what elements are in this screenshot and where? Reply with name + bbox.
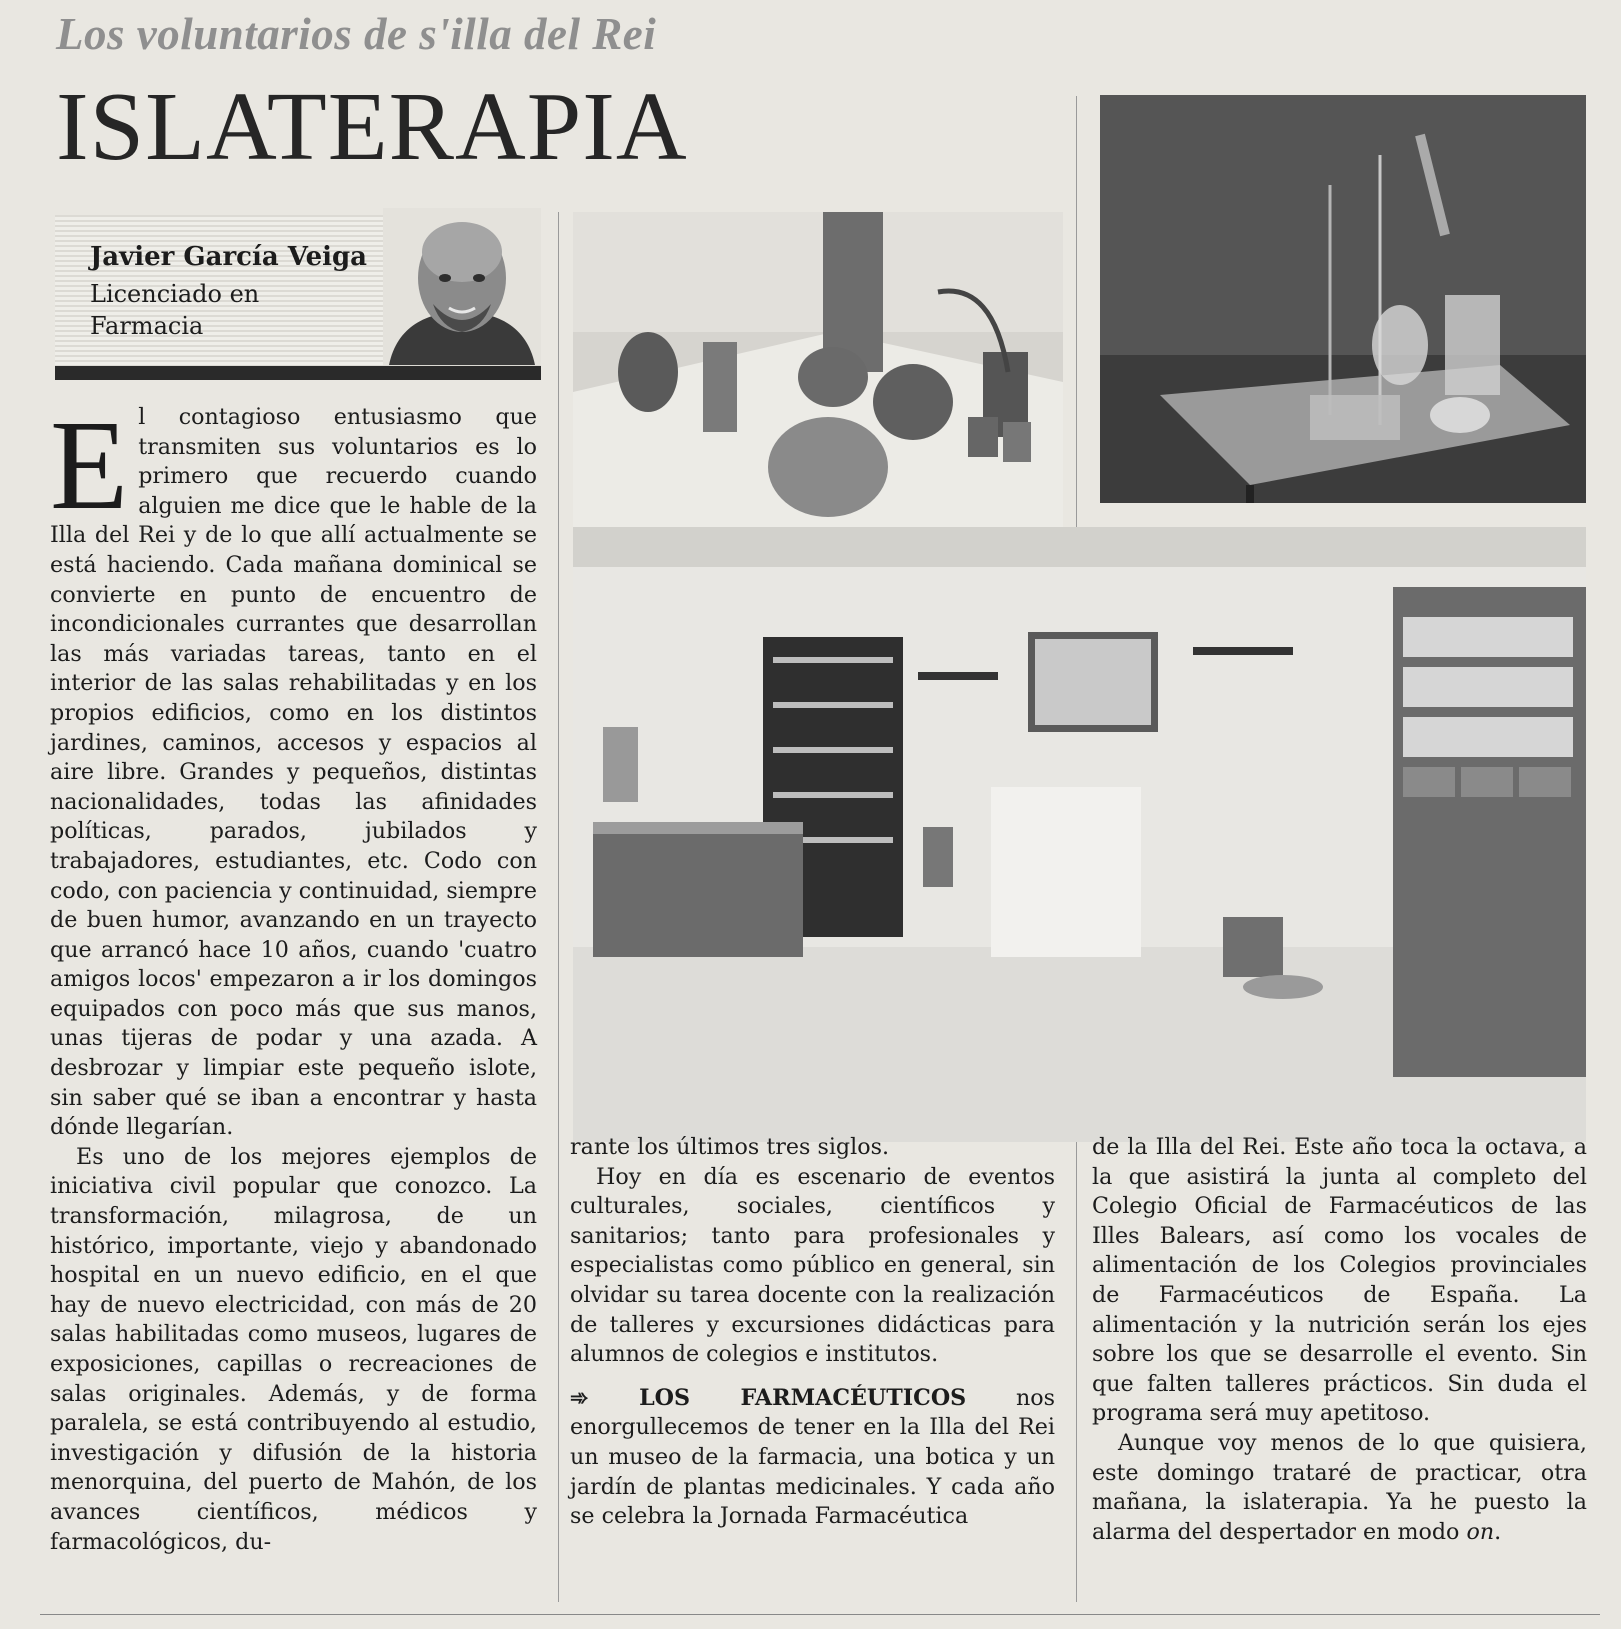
article-headline: ISLATERAPIA bbox=[56, 73, 688, 181]
author-name: Javier García Veiga bbox=[90, 242, 368, 272]
column-2-paragraph-1: rante los últimos tres siglos. bbox=[570, 1134, 890, 1160]
column-1 bbox=[50, 394, 537, 1557]
photo-pharmacy-museum bbox=[573, 527, 1586, 1142]
footer-rule bbox=[40, 1614, 1600, 1615]
column-2-paragraph-3: nos enorgullecemos de tener en la Illa del Rei un museo de la farmacia, una botica y un jardín de plantas medicinales. Y cada año se celebra la Jornada Farmacéutica bbox=[570, 1384, 1055, 1530]
column-3-paragraph-2-end: . bbox=[1494, 1518, 1502, 1545]
column-2 bbox=[570, 1133, 1055, 1532]
drop-cap: E bbox=[50, 394, 129, 536]
column-1-paragraph-2: Es uno de los mejores ejemplos de iniciativa civil popular que conozco. La transformación, milagrosa, de un histórico, importante, viejo y abandonado hospital en un nuevo edificio, en el que hay de nuevo electricidad, con más de 20 salas habilitadas como museos, lugares de exposiciones, capillas o recreaciones de salas originales. Además, y de forma paralela, se está contribuyendo al estudio, investigación y difusión de la historia menorquina, del puerto de Mahón, de los avances científicos, médicos y farmacológicos, du- bbox=[50, 1143, 537, 1555]
column-3-paragraph-1: de la Illa del Rei. Este año toca la octava, a la que asistirá la junta al completo del Colegio Oficial de Farmacéuticos de las Illes Balears, así como los vocales de alimentación de los Colegios provinciales de Farmacéuticos de España. La alimentación y la nutrición serán los ejes sobre los que se desarrolle el evento. Sin que falten talleres prácticos. Sin duda el programa será muy apetitoso. bbox=[1092, 1134, 1587, 1427]
column-2-paragraph-2: Hoy en día es escenario de eventos culturales, sociales, científicos y sanitarios; tanto para profesionales y especialistas como público en general, sin olvidar su tarea docente con la realización de talleres y excursiones didácticas para alumnos de colegios e institutos. bbox=[570, 1163, 1055, 1368]
author-role: Licenciado en Farmacia bbox=[90, 280, 260, 340]
article-kicker: Los voluntarios de s'illa del Rei bbox=[56, 9, 657, 59]
section-lead: LOS FARMACÉUTICOS bbox=[639, 1384, 967, 1411]
author-portrait bbox=[383, 208, 541, 365]
section-arrow-icon: ➾ bbox=[570, 1384, 640, 1411]
column-rule bbox=[558, 212, 559, 1602]
photo-lab-glassware bbox=[1100, 95, 1586, 503]
column-1-paragraph-1: l contagioso entusiasmo que transmiten sus voluntarios es lo primero que recuerdo cuando alguien me dice que le hable de la Illa del Rei y de lo que allí actualmente se está haciendo. Cada mañana dominical se convierte en punto de encuentro de incondicionales currantes que desarrollan las más variadas tareas, tanto en el interior de las salas rehabilitadas y en los propios edificios, como en los distintos jardines, caminos, accesos y espacios al aire libre. Grandes y pequeños, distintas nacionalidades, todas las afinidades políticas, parados, jubilados y trabajadores, estudiantes, etc. Codo con codo, con paciencia y continuidad, siempre de buen humor, avanzando en un trayecto que arrancó hace 10 años, cuando 'cuatro amigos locos' empezaron a ir los domingos equipados con poco más que sus manos, unas tijeras de podar y una azada. A desbrozar y limpiar este pequeño islote, sin saber qué se iban a encontrar y hasta dónde llegarían. bbox=[50, 404, 537, 1141]
photo-distillation-vessels bbox=[573, 212, 1063, 557]
column-3 bbox=[1092, 1133, 1587, 1547]
column-3-paragraph-2: Aunque voy menos de lo que quisiera, este domingo trataré de practicar, otra mañana, la islaterapia. Ya he puesto la alarma del despertador en modo bbox=[1092, 1429, 1587, 1545]
column-3-emphasis: on bbox=[1466, 1518, 1495, 1545]
